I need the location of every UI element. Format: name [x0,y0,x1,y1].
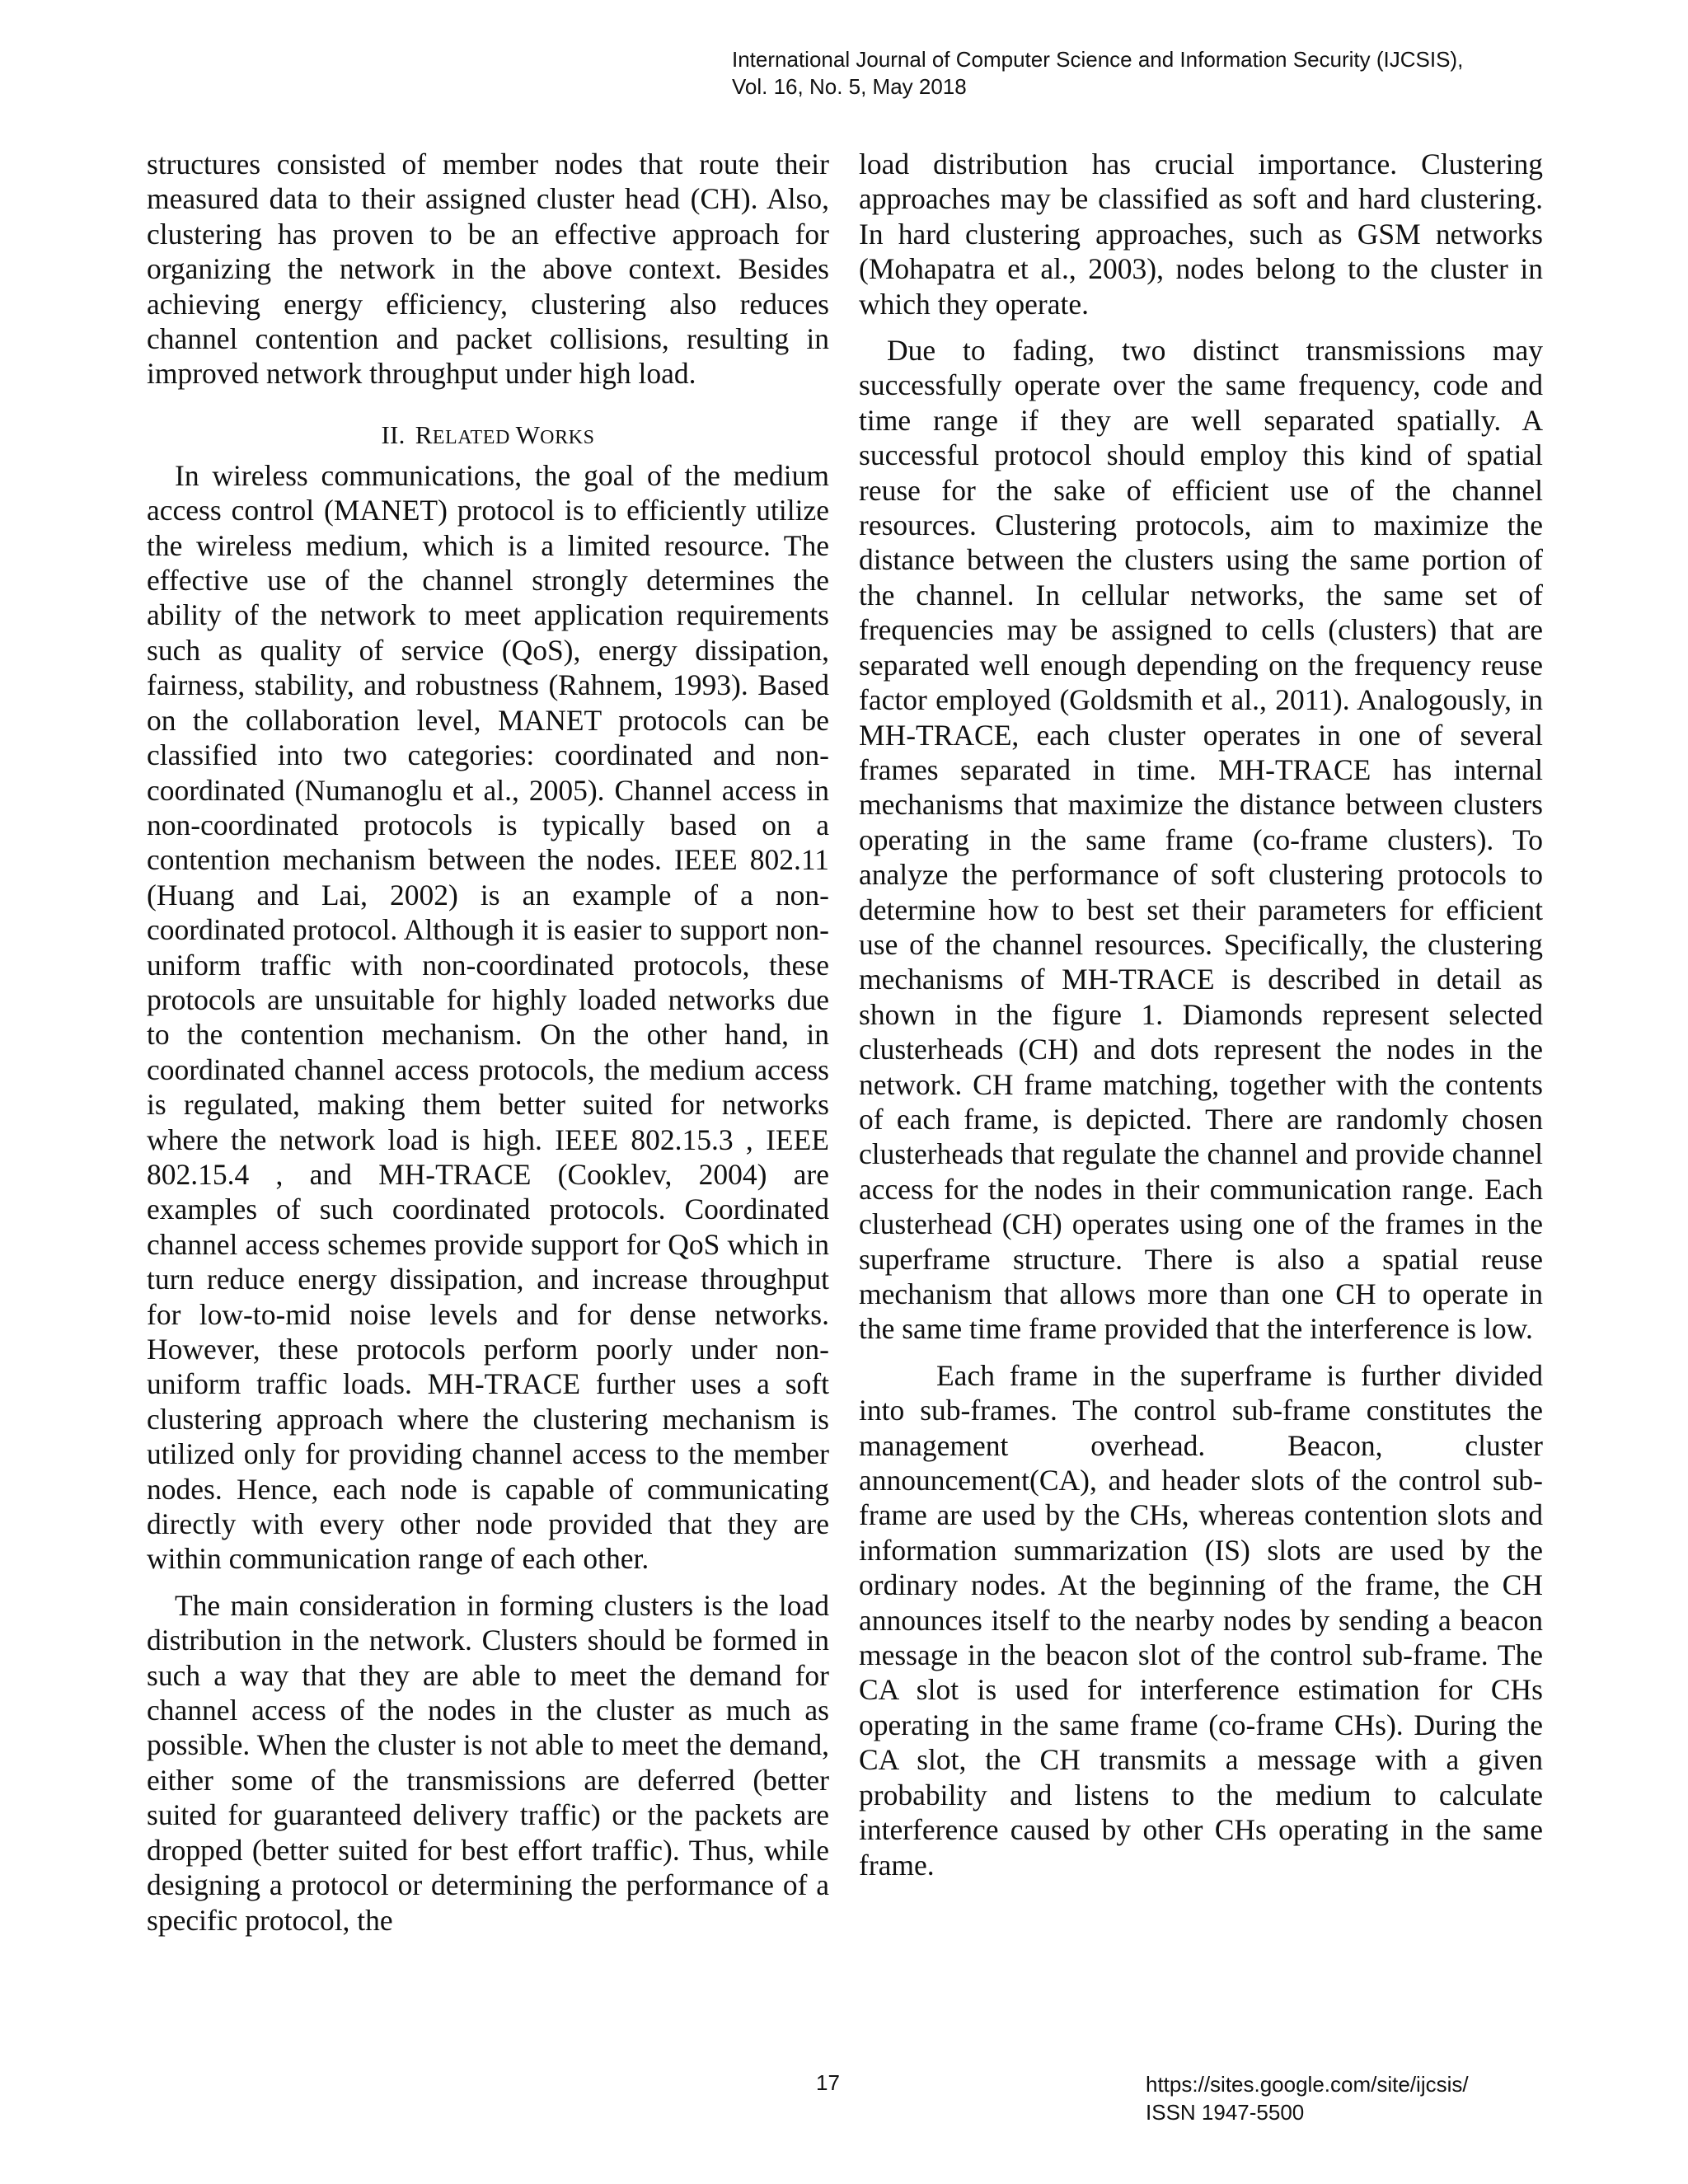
section-title-rest-2: ORKS [540,426,595,448]
body-paragraph: In wireless communications, the goal of the medium access control (MANET) protocol is to efficiently utilize the wireless medium, which is a limited resource. The effective use of the channel strongly determines the ability of the network to meet application requirements such as quality of service (QoS), energy dissipation, fairness, stability, and robustness (Rahnem, 1993). Based on the collaboration level, MANET protocols can be classified into two categories: coordinated and non-coordinated (Numanoglu et al., 2005). Channel access in non-coordinated protocols is typically based on a contention mechanism between the nodes. IEEE 802.11 (Huang and Lai, 2002) is an example of a non-coordinated protocol. Although it is easier to support non-uniform traffic with non-coordinated protocols, these protocols are unsuitable for highly loaded networks due to the contention mechanism. On the other hand, in coordinated channel access protocols, the medium access is regulated, making them better suited for networks where the network load is high. IEEE 802.15.3 , IEEE 802.15.4 , and MH-TRACE (Cooklev, 2004) are examples of such coordinated protocols. Coordinated channel access schemes provide support for QoS which in turn reduce energy dissipation, and increase throughput for low-to-mid noise levels and for dense networks. However, these protocols perform poorly under non-uniform traffic loads. MH-TRACE further uses a soft clustering approach where the clustering mechanism is utilized only for providing channel access to the member nodes. Hence, each node is capable of communicating directly with every other node provided that they are within communication range of each other. [147,458,829,1576]
section-title-initial: R [415,419,433,449]
journal-title-line: International Journal of Computer Science and Information Security (IJCSIS), [732,47,1464,72]
body-paragraph: Each frame in the superframe is further divided into sub-frames. The control sub-frame constitutes the management overhead. Beacon, cluster announcement(CA), and header slots of the control sub-frame are used by the CHs, whereas contention slots and information summarization (IS) slots are used by the ordinary nodes. At the beginning of the frame, the CH announces itself to the nearby nodes by sending a beacon message in the beacon slot of the control sub-frame. The CA slot is used for interference estimation for CHs operating in the same frame (co-frame CHs). During the CA slot, the CH transmits a message with a given probability and listens to the medium to calculate interference caused by other CHs operating in the same frame. [859,1358,1543,1882]
continued-paragraph: load distribution has crucial importance. Clustering approaches may be classified as soft and hard clustering. In hard clustering approaches, such as GSM networks (Mohapatra et al., 2003), nodes belong to the cluster in which they operate. [859,148,1543,321]
section-title-rest: ELATED [432,426,516,448]
journal-issn: ISSN 1947-5500 [1146,2100,1305,2125]
body-paragraph: Due to fading, two distinct transmissions may successfully operate over the same frequency, code and time range if they are well separated spatially. A successful protocol should employ this kind of spatial reuse for the sake of efficient use of the channel resources. Clustering protocols, aim to maximize the distance between the clusters using the same portion of the channel. In cellular networks, the same set of frequencies may be assigned to cells (clusters) that are separated well enough depending on the frequency reuse factor employed (Goldsmith et al., 2011). Analogously, in MH-TRACE, each cluster operates in one of several frames separated in time. MH-TRACE has internal mechanisms that maximize the distance between clusters operating in the same frame (co-frame clusters). To analyze the performance of soft clustering protocols to determine how to best set their parameters for efficient use of the channel resources. Specifically, the clustering mechanisms of MH-TRACE is described in detail as shown in the figure 1. Diamonds represent selected clusterheads (CH) and dots represent the nodes in the network. CH frame matching, together with the contents of each frame, is depicted. There are randomly chosen clusterheads that regulate the channel and provide channel access for the nodes in their communication range. Each clusterhead (CH) operates using one of the frames in the superframe structure. There is also a spatial reuse mechanism that allows more than one CH to operate in the same time frame provided that the interference is low. [859,334,1543,1346]
journal-volume-line: Vol. 16, No. 5, May 2018 [732,74,967,99]
continued-paragraph: structures consisted of member nodes that route their measured data to their assigned cluster head (CH). Also, clustering has proven to be an effective approach for organizing the network in the above context. Besides achieving energy efficiency, clustering also reduces channel contention and packet collisions, resulting in improved network throughput under high load. [147,148,829,391]
left-column [147,147,829,1938]
body-paragraph: The main consideration in forming clusters is the load distribution in the network. Clusters should be formed in such a way that they are able to meet the demand for channel access of the nodes in the cluster as much as possible. When the cluster is not able to meet the demand, either some of the transmissions are deferred (better suited for guaranteed delivery traffic) or the packets are dropped (better suited for best effort traffic). Thus, while designing a protocol or determining the performance of a specific protocol, the [147,1588,829,1937]
page-number: 17 [816,2070,840,2095]
right-column [859,147,1543,1882]
journal-header [732,46,1573,101]
section-number: II. [381,419,406,449]
section-title-initial-2: W [515,419,541,449]
section-heading [147,418,829,455]
journal-url: https://sites.google.com/site/ijcsis/ [1146,2072,1469,2097]
journal-footer [1146,2070,1469,2126]
